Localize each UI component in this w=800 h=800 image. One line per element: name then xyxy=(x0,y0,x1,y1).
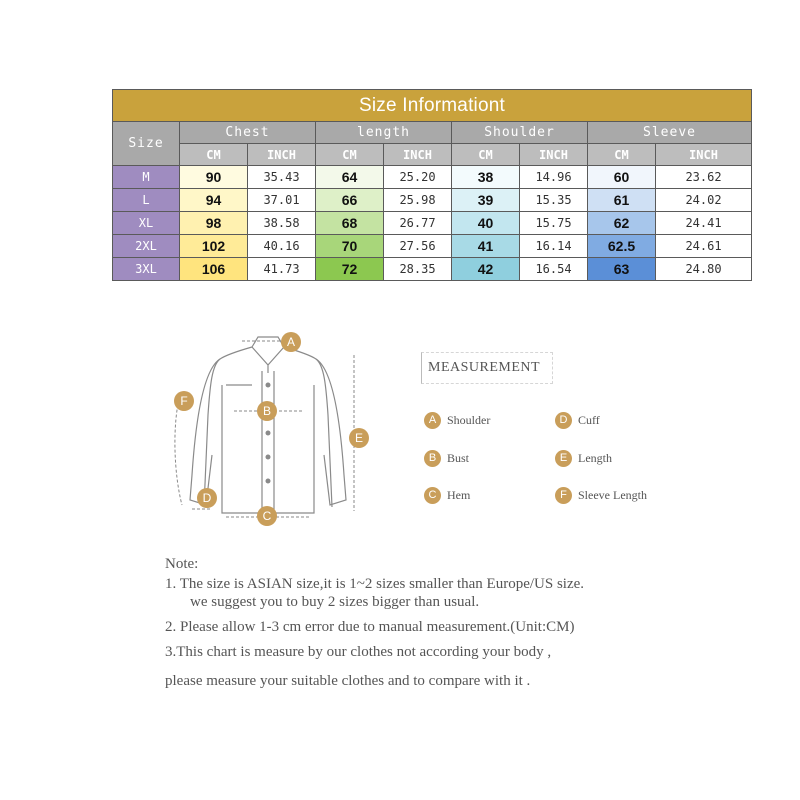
inch-value: 40.16 xyxy=(248,235,316,258)
size-label: L xyxy=(113,189,180,212)
inch-value: 15.75 xyxy=(520,212,588,235)
table-title: Size Informationt xyxy=(113,90,752,122)
legend-marker-a: A xyxy=(424,412,441,429)
legend-marker-e: E xyxy=(555,450,572,467)
inch-value: 26.77 xyxy=(384,212,452,235)
cm-value: 60 xyxy=(588,166,656,189)
measurement-title: MEASUREMENT xyxy=(428,360,541,375)
cm-value: 66 xyxy=(316,189,384,212)
marker-c: C xyxy=(257,506,277,526)
cm-value: 102 xyxy=(180,235,248,258)
cm-value: 61 xyxy=(588,189,656,212)
legend-marker-d: D xyxy=(555,412,572,429)
inch-value: 38.58 xyxy=(248,212,316,235)
legend-item-hem xyxy=(424,485,470,505)
cm-value: 62 xyxy=(588,212,656,235)
legend-label: Hem xyxy=(447,487,471,502)
table-row xyxy=(113,212,752,235)
table-row xyxy=(113,258,752,281)
inch-value: 35.43 xyxy=(248,166,316,189)
size-label: 3XL xyxy=(113,258,180,281)
inch-value: 24.61 xyxy=(656,235,752,258)
legend-marker-b: B xyxy=(424,450,441,467)
cm-value: 94 xyxy=(180,189,248,212)
size-label: XL xyxy=(113,212,180,235)
cm-value: 90 xyxy=(180,166,248,189)
cm-value: 42 xyxy=(452,258,520,281)
measurement-title-box xyxy=(421,352,553,384)
cm-value: 41 xyxy=(452,235,520,258)
inch-value: 25.98 xyxy=(384,189,452,212)
cm-value: 38 xyxy=(452,166,520,189)
cm-value: 63 xyxy=(588,258,656,281)
marker-b: B xyxy=(257,401,277,421)
legend-marker-c: C xyxy=(424,487,441,504)
note-line-1: 1. The size is ASIAN size,it is 1~2 sizes smaller than Europe/US size. xyxy=(165,576,585,592)
legend-label: Sleeve Length xyxy=(578,487,647,502)
legend-item-length xyxy=(555,448,612,468)
legend-label: Shoulder xyxy=(447,412,491,427)
unit-header: INCH xyxy=(520,144,588,166)
group-header-length: length xyxy=(316,122,452,144)
group-header-chest: Chest xyxy=(180,122,316,144)
legend-marker-f: F xyxy=(555,487,572,504)
unit-header: CM xyxy=(452,144,520,166)
size-label: 2XL xyxy=(113,235,180,258)
legend-item-shoulder xyxy=(424,410,490,430)
legend-label: Length xyxy=(578,450,612,465)
inch-value: 28.35 xyxy=(384,258,452,281)
legend-item-bust xyxy=(424,448,469,468)
marker-a: A xyxy=(281,332,301,352)
size-table xyxy=(112,89,752,281)
unit-header: INCH xyxy=(656,144,752,166)
legend-item-sleeve-length xyxy=(555,485,647,505)
table-row xyxy=(113,189,752,212)
group-header-sleeve: Sleeve xyxy=(588,122,752,144)
unit-header: CM xyxy=(588,144,656,166)
legend-label: Bust xyxy=(447,450,470,465)
note-line-1b: we suggest you to buy 2 sizes bigger than usual. xyxy=(190,594,480,610)
cm-value: 106 xyxy=(180,258,248,281)
cm-value: 70 xyxy=(316,235,384,258)
legend-item-cuff xyxy=(555,410,600,430)
marker-e: E xyxy=(349,428,369,448)
inch-value: 24.41 xyxy=(656,212,752,235)
inch-value: 24.80 xyxy=(656,258,752,281)
table-row xyxy=(113,235,752,258)
inch-value: 15.35 xyxy=(520,189,588,212)
cm-value: 72 xyxy=(316,258,384,281)
note-line-3: 3.This chart is measure by our clothes not according your body , xyxy=(165,644,552,660)
cm-value: 98 xyxy=(180,212,248,235)
unit-header: CM xyxy=(316,144,384,166)
inch-value: 24.02 xyxy=(656,189,752,212)
notes-section xyxy=(165,555,584,690)
unit-header: INCH xyxy=(248,144,316,166)
inch-value: 27.56 xyxy=(384,235,452,258)
inch-value: 37.01 xyxy=(248,189,316,212)
cm-value: 64 xyxy=(316,166,384,189)
shirt-outline-icon xyxy=(160,325,380,530)
inch-value: 16.14 xyxy=(520,235,588,258)
inch-value: 14.96 xyxy=(520,166,588,189)
legend-label: Cuff xyxy=(578,412,600,427)
marker-f: F xyxy=(174,391,194,411)
unit-header: CM xyxy=(180,144,248,166)
inch-value: 25.20 xyxy=(384,166,452,189)
size-column-header: Size xyxy=(113,122,180,166)
marker-d: D xyxy=(197,488,217,508)
notes-heading: Note: xyxy=(165,556,199,572)
note-line-2: 2. Please allow 1-3 cm error due to manual measurement.(Unit:CM) xyxy=(165,619,575,635)
inch-value: 23.62 xyxy=(656,166,752,189)
cm-value: 40 xyxy=(452,212,520,235)
table-row xyxy=(113,166,752,189)
cm-value: 39 xyxy=(452,189,520,212)
size-label: M xyxy=(113,166,180,189)
group-header-shoulder: Shoulder xyxy=(452,122,588,144)
unit-header: INCH xyxy=(384,144,452,166)
inch-value: 41.73 xyxy=(248,258,316,281)
note-line-4: please measure your suitable clothes and to compare with it . xyxy=(165,673,531,689)
shirt-diagram xyxy=(160,325,380,530)
cm-value: 62.5 xyxy=(588,235,656,258)
inch-value: 16.54 xyxy=(520,258,588,281)
cm-value: 68 xyxy=(316,212,384,235)
